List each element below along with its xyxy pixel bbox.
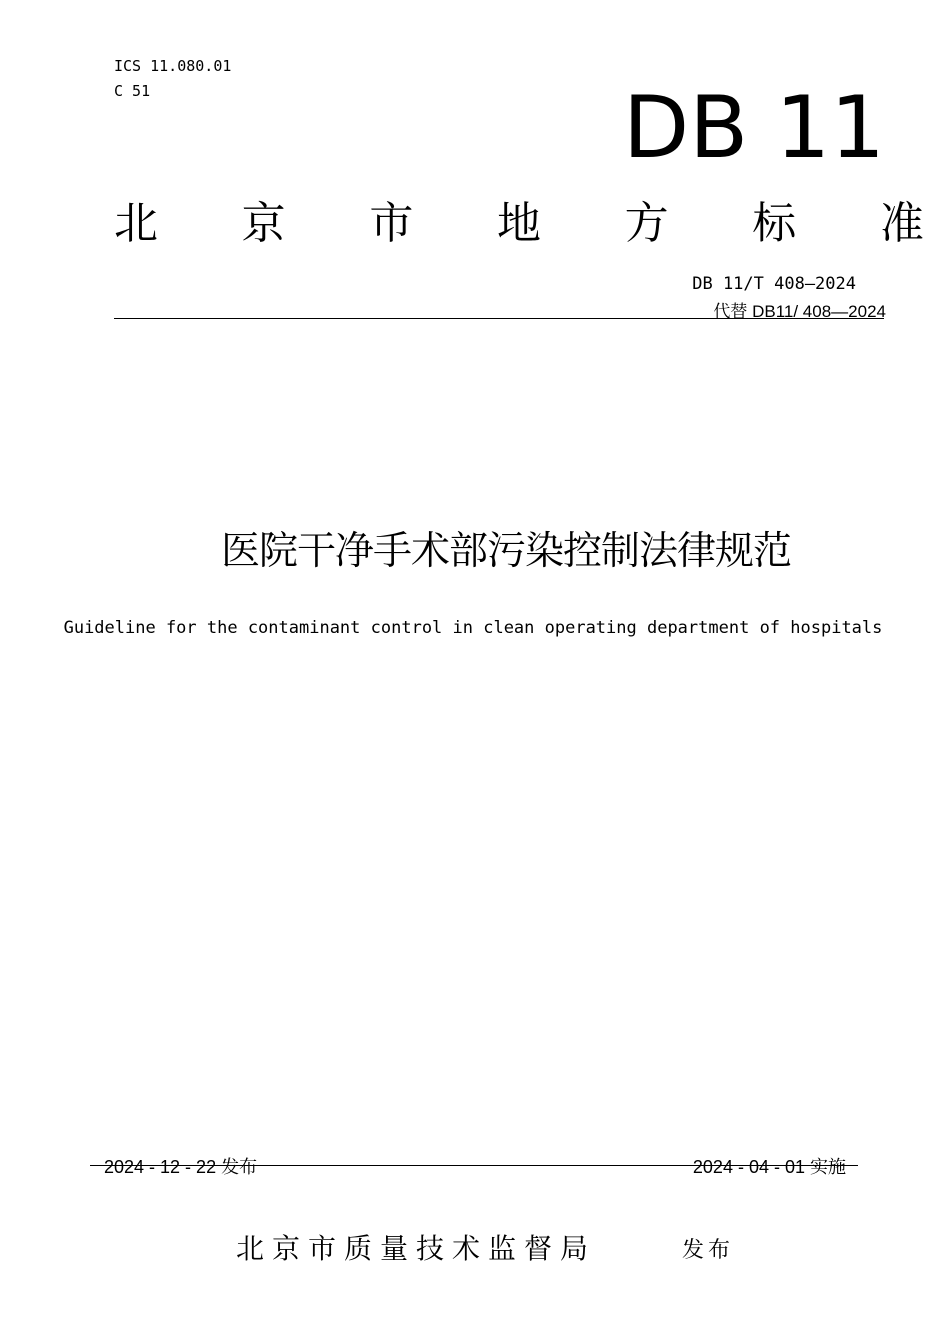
publisher-name: 北京市质量技术监督局	[236, 1232, 597, 1265]
document-title-zh: 医院干净手术部污染控制法律规范	[220, 529, 791, 574]
standard-type-char: 标	[752, 198, 797, 249]
db-code-mark: DB 11	[623, 78, 885, 178]
standard-type-char: 地	[496, 198, 541, 249]
standard-type-char: 京	[241, 198, 286, 249]
standard-type-char: 准	[879, 198, 924, 249]
standard-type-char: 方	[624, 198, 669, 249]
publish-label: 发布	[682, 1238, 735, 1263]
ccs-code: C 51	[114, 82, 151, 100]
standard-number: DB 11/T 408—2024	[692, 274, 856, 294]
document-title-en: Guideline for the contaminant control in clean operating department of hospitals	[63, 618, 883, 638]
standard-type-char: 市	[369, 198, 414, 249]
implementation-date: 2024 - 04 - 01 实施	[692, 1157, 846, 1177]
ics-code: ICS 11.080.01	[114, 57, 232, 75]
header-divider	[114, 318, 884, 319]
replaces-standard: 代替 DB11/ 408—2024	[713, 302, 886, 321]
standard-type-title	[114, 196, 924, 252]
issue-date: 2024 - 12 - 22 发布	[104, 1157, 258, 1177]
standard-type-char: 北	[114, 198, 158, 249]
